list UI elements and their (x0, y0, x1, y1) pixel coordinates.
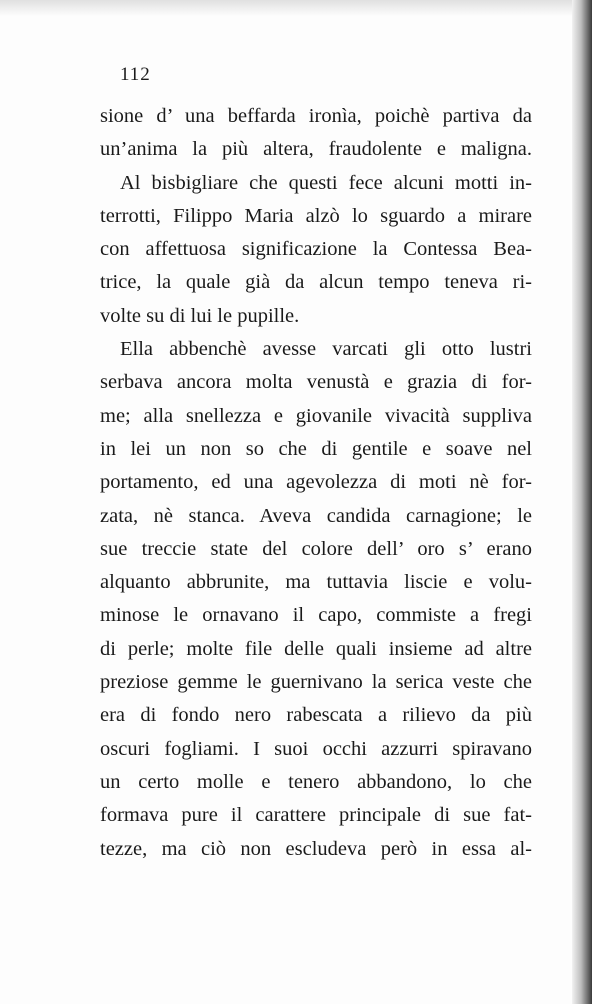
text-line: sione d’ una beffarda ironìa, poichè partiva da (100, 105, 532, 127)
page-top-shadow (0, 0, 592, 16)
text-line: sue treccie state del colore dell’ oro s’ erano (100, 537, 532, 560)
text-line: preziose gemme le guernivano la serica veste che (100, 671, 532, 694)
text-line: serbava ancora molta venustà e grazia di for- (100, 371, 532, 394)
text-line: zata, nè stanca. Aveva candida carnagione; le (100, 504, 532, 527)
text-line: era di fondo nero rabescata a rilievo da più (100, 704, 532, 727)
text-line: portamento, ed una agevolezza di moti nè for- (100, 471, 532, 494)
text-line: trice, la quale già da alcun tempo teneva ri- (100, 271, 532, 294)
page-number: 112 (120, 64, 151, 85)
text-line: Ella abbenchè avesse varcati gli otto lustri (120, 338, 532, 361)
page-binding-edge (572, 0, 592, 1004)
text-line: un’anima la più altera, fraudolente e maligna. (100, 138, 532, 161)
text-line: terrotti, Filippo Maria alzò lo sguardo a mirare (100, 204, 532, 227)
text-line: volte su di lui le pupille. (100, 304, 300, 327)
text-line: Al bisbigliare che questi fece alcuni motti in- (120, 171, 532, 194)
text-line: tezze, ma ciò non escludeva però in essa al- (100, 837, 532, 860)
text-line: alquanto abbrunite, ma tuttavia liscie e volu- (100, 571, 532, 594)
text-line: un certo molle e tenero abbandono, lo che (100, 770, 532, 793)
text-line: di perle; molte file delle quali insieme ad altre (100, 637, 532, 660)
text-line: formava pure il carattere principale di sue fat- (100, 804, 532, 827)
text-line: con affettuosa significazione la Contessa Bea- (100, 238, 532, 261)
text-line: me; alla snellezza e giovanile vivacità suppliva (100, 404, 532, 427)
text-line: minose le ornavano il capo, commiste a fregi (100, 604, 532, 627)
text-line: oscuri fogliami. I suoi occhi azzurri spiravano (100, 737, 532, 760)
body-text (100, 100, 532, 866)
text-line: in lei un non so che di gentile e soave nel (100, 437, 532, 460)
